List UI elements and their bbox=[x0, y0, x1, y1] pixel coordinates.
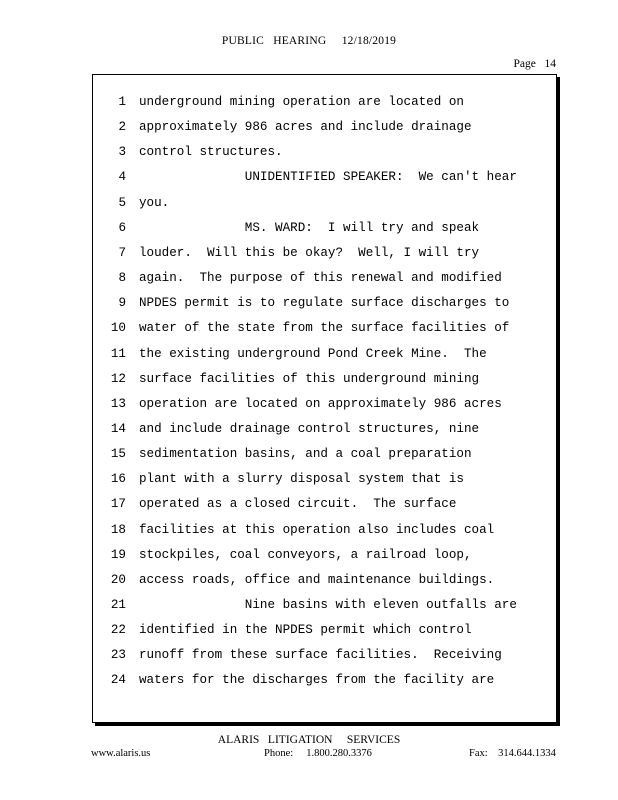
line-text: operated as a closed circuit. The surface bbox=[139, 497, 457, 512]
line-text: surface facilities of this underground mining bbox=[139, 371, 480, 386]
line-text: identified in the NPDES permit which control bbox=[139, 623, 472, 638]
line-text: waters for the discharges from the facility are bbox=[139, 673, 495, 688]
line-number: 7 bbox=[118, 245, 126, 260]
page-number-row bbox=[514, 58, 556, 70]
line-number: 20 bbox=[110, 572, 126, 587]
line-text: water of the state from the surface facilities of bbox=[139, 321, 510, 336]
line-number: 17 bbox=[110, 497, 126, 512]
line-text: plant with a slurry disposal system that is bbox=[139, 472, 464, 487]
footer-fax: Fax: 314.644.1334 bbox=[469, 748, 556, 759]
line-number: 18 bbox=[110, 522, 126, 537]
line-text: underground mining operation are located on bbox=[139, 95, 464, 109]
line-number: 4 bbox=[118, 170, 126, 185]
line-text: sedimentation basins, and a coal preparation bbox=[139, 447, 472, 462]
line-text: operation are located on approximately 986 acres bbox=[139, 396, 502, 411]
line-number: 2 bbox=[118, 120, 126, 135]
line-text: you. bbox=[139, 195, 170, 210]
line-text: and include drainage control structures, nine bbox=[139, 421, 480, 436]
line-text: the existing underground Pond Creek Mine. The bbox=[139, 346, 487, 361]
line-number: 8 bbox=[118, 271, 126, 286]
line-number: 1 bbox=[118, 95, 126, 109]
line-number: 14 bbox=[110, 421, 126, 436]
line-number: 13 bbox=[110, 396, 126, 411]
line-number: 23 bbox=[110, 648, 126, 663]
line-number: 5 bbox=[118, 195, 126, 210]
line-number: 3 bbox=[118, 145, 126, 160]
line-text: Nine basins with eleven outfalls are bbox=[139, 598, 517, 612]
line-number: 12 bbox=[110, 371, 126, 386]
transcript-box bbox=[92, 74, 557, 723]
line-number: 6 bbox=[118, 220, 126, 235]
line-text: control structures. bbox=[139, 145, 283, 160]
page-label: Page bbox=[513, 58, 536, 70]
line-text: MS. WARD: I will try and speak bbox=[139, 220, 480, 235]
line-number: 16 bbox=[110, 472, 126, 487]
line-number: 22 bbox=[110, 623, 126, 638]
line-number: 11 bbox=[110, 346, 126, 361]
line-text: NPDES permit is to regulate surface discharges to bbox=[139, 296, 510, 311]
line-number: 19 bbox=[110, 547, 126, 562]
line-text: facilities at this operation also includes coal bbox=[139, 522, 495, 537]
footer-phone: Phone: 1.800.280.3376 bbox=[264, 748, 372, 759]
line-number: 9 bbox=[118, 296, 126, 311]
header-title: PUBLIC HEARING 12/18/2019 bbox=[221, 35, 397, 47]
line-text: runoff from these surface facilities. Receiving bbox=[139, 648, 502, 663]
line-number: 24 bbox=[110, 673, 126, 688]
line-text: louder. Will this be okay? Well, I will try bbox=[139, 245, 480, 260]
line-text: approximately 986 acres and include drainage bbox=[139, 120, 472, 135]
line-number: 10 bbox=[110, 321, 126, 336]
line-text: again. The purpose of this renewal and modified bbox=[139, 271, 502, 286]
footer-website[interactable]: www.alaris.us bbox=[91, 748, 151, 759]
line-number: 21 bbox=[110, 598, 126, 612]
line-text: UNIDENTIFIED SPEAKER: We can't hear bbox=[139, 170, 517, 185]
line-number: 15 bbox=[110, 447, 126, 462]
page-number: 14 bbox=[544, 58, 556, 70]
line-text: stockpiles, coal conveyors, a railroad loop, bbox=[139, 547, 472, 562]
footer-company: ALARIS LITIGATION SERVICES bbox=[217, 734, 401, 746]
line-text: access roads, office and maintenance buildings. bbox=[139, 572, 495, 587]
